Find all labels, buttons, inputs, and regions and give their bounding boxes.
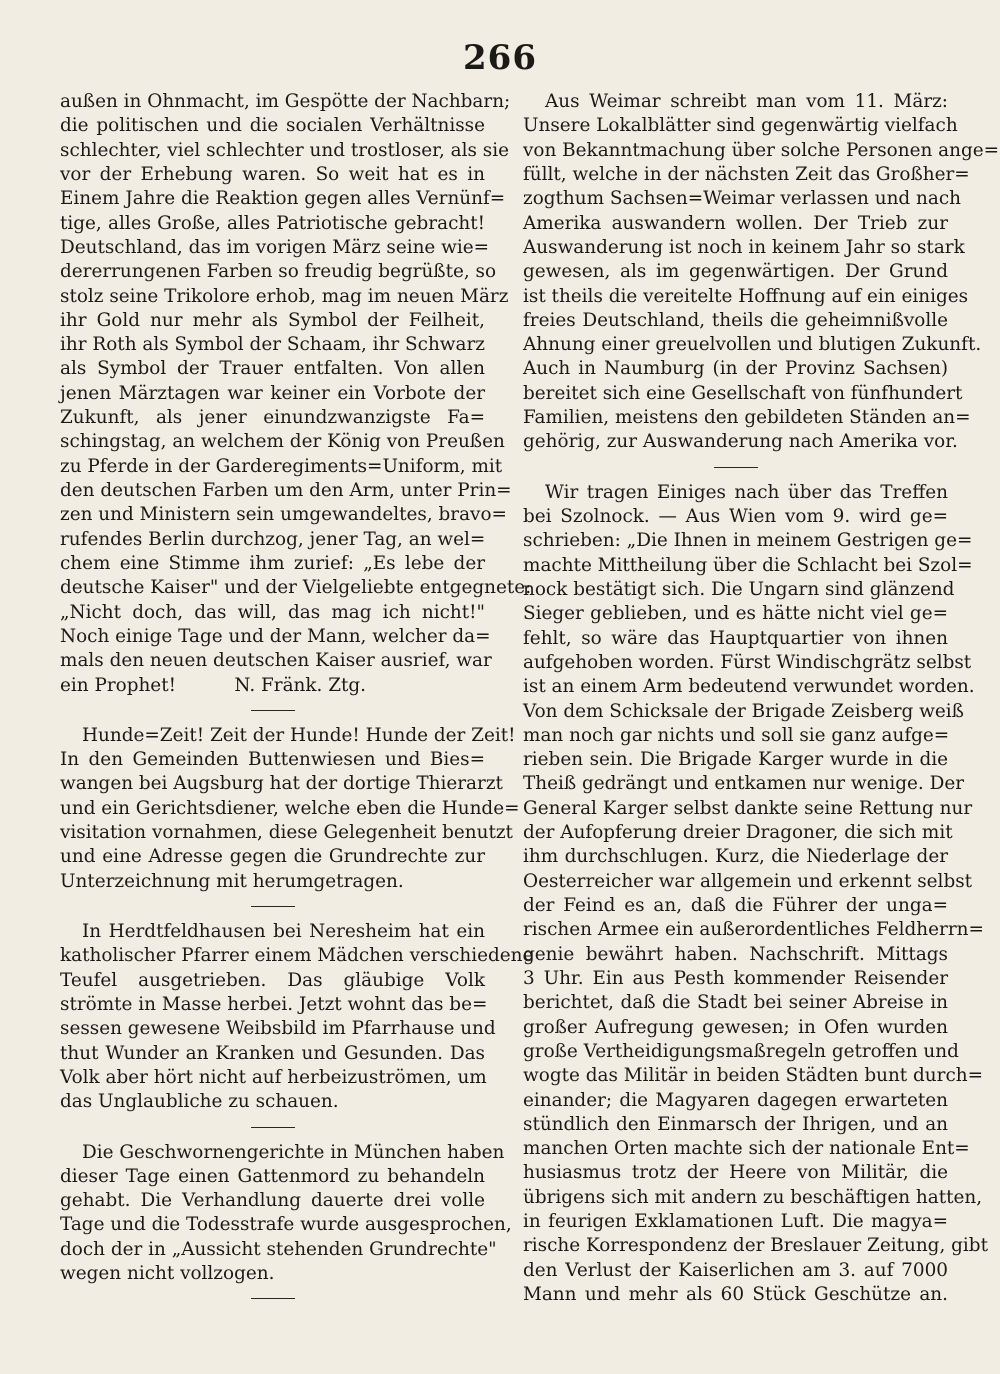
article-weimar <box>523 90 1000 455</box>
article-reaction <box>60 90 532 698</box>
text-line: deutsche Kaiser" und der Vielgeliebte entgegnete: <box>60 577 532 599</box>
text-line: katholischer Pfarrer einem Mädchen verschiedene <box>60 945 534 967</box>
text-line: tige, alles Große, alles Patriotische gebracht! <box>60 212 485 234</box>
text-line: sessen gewesene Weibsbild im Pfarrhause und <box>60 1018 496 1040</box>
text-line: Aus Weimar schreibt man vom 11. März: <box>545 91 948 112</box>
text-line: 3 Uhr. Ein aus Pesth kommender Reisender <box>523 967 948 989</box>
text-line: ihm durchschlugen. Kurz, die Niederlage der <box>523 846 948 868</box>
text-line: wogte das Militär in beiden Städten bunt durch= <box>523 1065 983 1087</box>
text-line: ist theils die vereitelte Hoffnung auf ein einiges <box>523 285 969 307</box>
text-line: wegen nicht vollzogen. <box>60 1263 275 1285</box>
text-line: man noch gar nichts und soll sie ganz aufge= <box>523 724 950 746</box>
text-line: dieser Tage einen Gattenmord zu behandeln <box>60 1165 485 1187</box>
text-line: Hunde=Zeit! Zeit der Hunde! Hunde der Zeit! <box>82 724 516 746</box>
text-line: großer Aufregung gewesen; in Ofen wurden <box>523 1016 948 1038</box>
text-line: Unterzeichnung mit herumgetragen. <box>60 870 404 892</box>
text-line: gewesen, als im gegenwärtigen. Der Grund <box>523 261 948 283</box>
text-line: einander; die Magyaren dagegen erwarteten <box>523 1089 948 1111</box>
text-line: ihr Roth als Symbol der Schaam, ihr Schwarz <box>60 334 485 356</box>
article-szolnock <box>523 481 988 1308</box>
text-line: ist an einem Arm bedeutend verwundet worden. <box>523 676 975 698</box>
text-line: strömte in Masse herbei. Jetzt wohnt das be= <box>60 993 488 1015</box>
text-line: der Aufopferung dreier Dragoner, die sich mit <box>523 822 953 844</box>
text-line: machte Mittheilung über die Schlacht bei Szol= <box>523 554 973 576</box>
text-line: das Unglaubliche zu schauen. <box>60 1091 339 1113</box>
text-line: Teufel ausgetrieben. Das gläubige Volk <box>60 969 485 991</box>
text-line: Wir tragen Einiges nach über das Treffen <box>545 481 948 503</box>
text-line: Mann und mehr als 60 Stück Geschütze an. <box>523 1284 948 1305</box>
text-line: als Symbol der Trauer entfalten. Von allen <box>60 358 485 380</box>
text-line: Sieger geblieben, und es hätte nicht viel ge= <box>523 603 948 625</box>
text-line: ihr Gold nur mehr als Symbol der Feilheit, <box>60 309 485 331</box>
text-line: außen in Ohnmacht, im Gespötte der Nachbarn; <box>60 91 511 112</box>
text-line: die politischen und die socialen Verhältnisse <box>60 115 485 137</box>
left-column <box>60 90 534 1312</box>
text-line: Tage und die Todesstrafe wurde ausgesprochen, <box>60 1214 512 1236</box>
right-column <box>523 90 1000 1307</box>
text-line: bereitet sich eine Gesellschaft von fünfhundert <box>523 382 963 404</box>
text-line: nock bestätigt sich. Die Ungarn sind glänzend <box>523 578 955 600</box>
text-line: der Feind es an, daß die Führer der unga= <box>523 895 948 916</box>
text-line: In Herdtfeldhausen bei Neresheim hat ein <box>82 921 485 942</box>
text-line: Ahnung einer greuelvollen und blutigen Zukunft. <box>523 334 982 356</box>
text-line: thut Wunder an Kranken und Gesunden. Das <box>60 1042 485 1064</box>
text-line: manchen Orten machte sich der nationale Ent= <box>523 1138 970 1160</box>
text-line: große Vertheidigungsmaßregeln getroffen und <box>523 1040 959 1062</box>
text-line: dererrungenen Farben so freudig begrüßte, so <box>60 261 497 283</box>
text-line: stolz seine Trikolore erhob, mag im neuen März <box>60 285 509 307</box>
text-line: zu Pferde in der Garderegiments=Uniform, mit <box>60 455 503 477</box>
text-line: Theiß gedrängt und entkamen nur wenige. Der <box>523 773 965 795</box>
article-divider <box>251 1298 295 1299</box>
text-line: zen und Ministern sein umgewandeltes, bravo= <box>60 504 507 526</box>
text-line: General Karger selbst dankte seine Rettung nur <box>523 797 973 819</box>
text-line: rischen Armee ein außerordentliches Feldherrn= <box>523 919 984 941</box>
text-line: „Nicht doch, das will, das mag ich nicht!" <box>60 601 485 623</box>
text-line: gehörig, zur Auswanderung nach Amerika vor. <box>523 431 958 453</box>
text-line: Von dem Schicksale der Brigade Zeisberg weiß <box>523 700 964 722</box>
text-line: den deutschen Farben um den Arm, unter Prin= <box>60 480 512 501</box>
text-line: In den Gemeinden Buttenwiesen und Bies= <box>60 749 485 771</box>
text-line: von Bekanntmachung über solche Personen ange= <box>523 139 1000 161</box>
text-line: chem eine Stimme ihm zurief: „Es lebe der <box>60 552 485 574</box>
article-divider <box>251 1127 295 1128</box>
text-line: schingstag, an welchem der König von Preußen <box>60 431 505 453</box>
text-line: rieben sein. Die Brigade Karger wurde in die <box>523 749 948 771</box>
article-divider <box>251 906 295 907</box>
text-line: und ein Gerichtsdiener, welche eben die Hunde= <box>60 797 520 819</box>
text-line: stündlich den Einmarsch der Ihrigen, und an <box>523 1113 948 1135</box>
text-line: Amerika auswandern wollen. Der Trieb zur <box>523 212 948 234</box>
article-herdtfeldhausen <box>60 920 534 1115</box>
text-line: aufgehoben worden. Fürst Windischgrätz selbst <box>523 651 972 673</box>
text-line: und eine Adresse gegen die Grundrechte zur <box>60 846 485 868</box>
text-line: rufendes Berlin durchzog, jener Tag, an wel= <box>60 528 486 550</box>
text-line: Noch einige Tage und der Mann, welcher da= <box>60 625 491 647</box>
text-line: husiasmus trotz der Heere von Militär, die <box>523 1162 948 1184</box>
text-line: freies Deutschland, theils die geheimnißvolle <box>523 309 948 331</box>
article-divider <box>714 467 758 468</box>
text-line: Auswanderung ist noch in keinem Jahr so stark <box>523 236 965 258</box>
text-line-signature: ein Prophet! N. Fränk. Ztg. <box>60 674 367 696</box>
text-line: Oesterreicher war allgemein und erkennt selbst <box>523 870 973 892</box>
text-line: Auch in Naumburg (in der Provinz Sachsen) <box>523 358 948 380</box>
text-line: berichtet, daß die Stadt bei seiner Abreise in <box>523 992 948 1014</box>
article-hunde-zeit <box>60 724 520 894</box>
text-line: Volk aber hört nicht auf herbeizuströmen, um <box>60 1066 487 1088</box>
text-line: visitation vornahmen, diese Gelegenheit benutzt <box>60 822 513 844</box>
text-line: wangen bei Augsburg hat der dortige Thierarzt <box>60 773 503 795</box>
article-geschwornengerichte <box>60 1141 512 1287</box>
text-line: schlechter, viel schlechter und trostloser, als sie <box>60 139 509 161</box>
text-line: rische Korrespondenz der Breslauer Zeitung, gibt <box>523 1235 988 1257</box>
text-line: Deutschland, das im vorigen März seine wie= <box>60 236 490 258</box>
text-line: Die Geschwornengerichte in München haben <box>82 1141 505 1163</box>
text-line: Einem Jahre die Reaktion gegen alles Vernünf= <box>60 188 506 210</box>
text-line: Zukunft, als jener einundzwanzigste Fa= <box>60 407 485 429</box>
text-line: den Verlust der Kaiserlichen am 3. auf 7000 <box>523 1259 948 1281</box>
article-divider <box>251 710 295 711</box>
text-line: gehabt. Die Verhandlung dauerte drei volle <box>60 1190 485 1212</box>
text-line: füllt, welche in der nächsten Zeit das Großher= <box>523 163 970 185</box>
text-line: Familien, meistens den gebildeten Ständen an= <box>523 407 971 429</box>
text-line: in feurigen Exklamationen Luft. Die magya= <box>523 1211 948 1233</box>
text-line: jenen Märztagen war keiner ein Vorbote der <box>60 382 485 404</box>
text-line: Unsere Lokalblätter sind gegenwärtig vielfach <box>523 115 958 137</box>
text-line: mals den neuen deutschen Kaiser ausrief, war <box>60 650 492 672</box>
text-line: zogthum Sachsen=Weimar verlassen und nach <box>523 188 962 210</box>
text-line: bei Szolnock. — Aus Wien vom 9. wird ge= <box>523 506 948 527</box>
text-line: fehlt, so wäre das Hauptquartier von ihnen <box>523 627 948 649</box>
text-line: vor der Erhebung waren. So weit hat es in <box>60 163 485 185</box>
page-number: 266 <box>463 38 537 78</box>
text-line: übrigens sich mit andern zu beschäftigen hatten, <box>523 1186 983 1208</box>
text-line: doch der in „Aussicht stehenden Grundrechte" <box>60 1238 497 1260</box>
text-line: schrieben: „Die Ihnen in meinem Gestrigen ge= <box>523 530 973 552</box>
text-line: genie bewährt haben. Nachschrift. Mittags <box>523 943 948 965</box>
